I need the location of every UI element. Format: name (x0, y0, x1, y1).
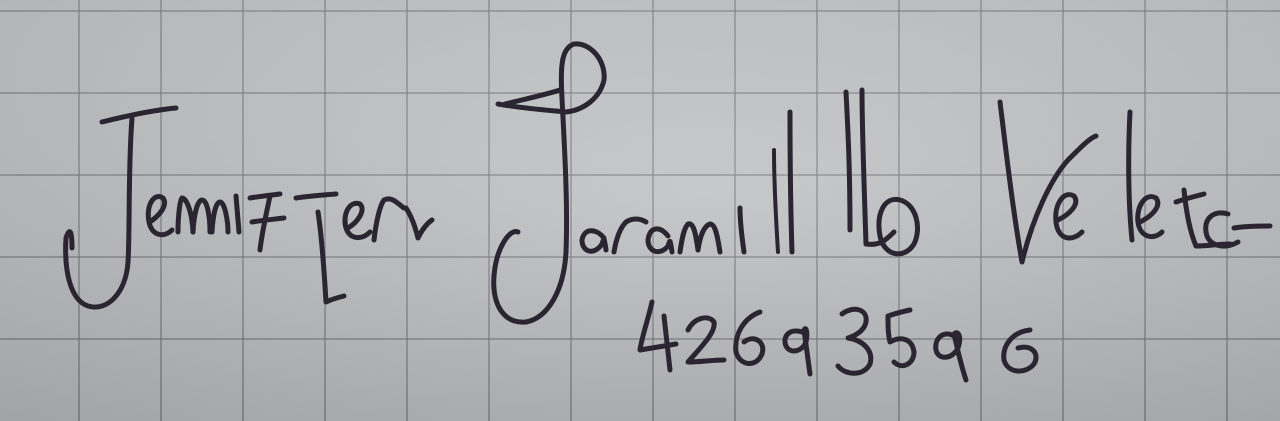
handwritten-id-number (640, 302, 1036, 380)
handwritten-middle-name (494, 44, 918, 322)
handwritten-last-name (1000, 102, 1270, 262)
handwritten-first-name (66, 108, 432, 307)
